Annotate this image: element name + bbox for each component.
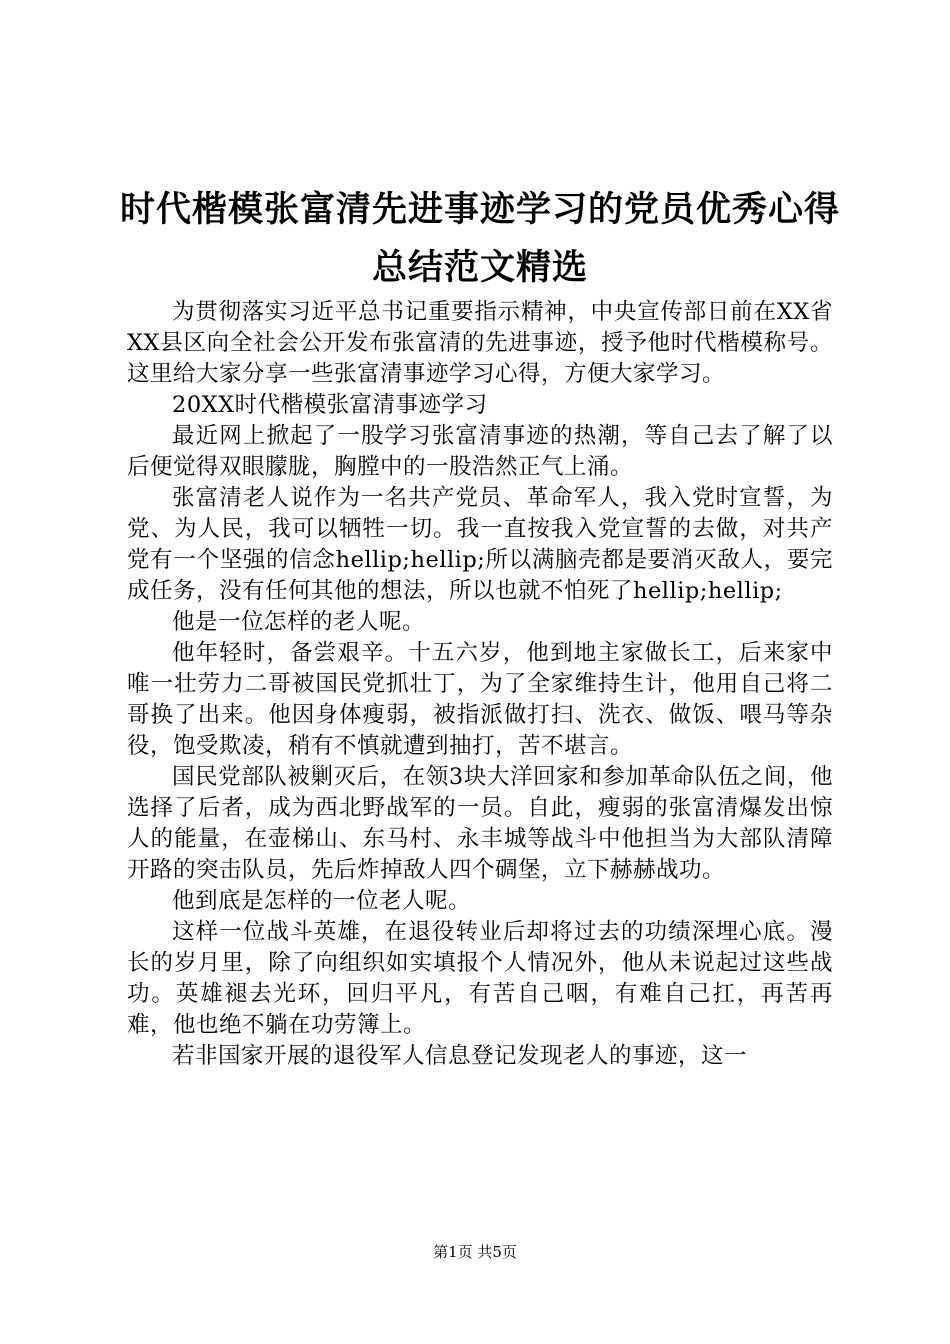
body-paragraph: 这样一位战斗英雄，在退役转业后却将过去的功绩深埋心底。漫长的岁月里，除了向组织如实填报个人情况外，他从未说起过这些战功。英雄褪去光环，回归平凡，有苦自己咽，有难自己扛，再苦再难，他也绝不躺在功劳簿上。 bbox=[127, 919, 833, 1038]
document-title-line-2: 总结范文精选 bbox=[371, 247, 588, 288]
body-paragraph: 张富清老人说作为一名共产党员、革命军人，我入党时宣誓，为党、为人民，我可以牺牲一切。我一直按我入党宣誓的去做，对共产党有一个坚强的信念hellip;hellip;所以满脑壳都是要消灭敌人，要完成任务，没有任何其他的想法，所以也就不怕死了hellip;hellip; bbox=[127, 485, 833, 604]
body-paragraph: 为贯彻落实习近平总书记重要指示精神，中央宣传部日前在XX省XX县区向全社会公开发布张富清的先进事迹，授予他时代楷模称号。这里给大家分享一些张富清事迹学习心得，方便大家学习。 bbox=[127, 299, 833, 387]
body-paragraph: 国民党部队被剿灭后，在领3块大洋回家和参加革命队伍之间，他选择了后者，成为西北野战军的一员。自此，瘦弱的张富清爆发出惊人的能量，在壶梯山、东马村、永丰城等战斗中他担当为大部队清障开路的突击队员，先后炸掉敌人四个碉堡，立下赫赫战功。 bbox=[127, 764, 833, 883]
page-number-footer: 第1页 共5页 bbox=[433, 1243, 517, 1261]
body-paragraph: 他是一位怎样的老人呢。 bbox=[172, 609, 426, 635]
body-paragraph: 20XX时代楷模张富清事迹学习 bbox=[172, 392, 488, 418]
document-title-line-1: 时代楷模张富清先进事迹学习的党员优秀心得 bbox=[120, 189, 841, 230]
body-paragraph: 他年轻时，备尝艰辛。十五六岁，他到地主家做长工，后来家中唯一壮劳力二哥被国民党抓壮丁，为了全家维持生计，他用自己将二哥换了出来。他因身体瘦弱，被指派做打扫、洗衣、做饭、喂马等杂役，饱受欺凌，稍有不慎就遭到抽打，苦不堪言。 bbox=[127, 640, 833, 759]
body-paragraph: 若非国家开展的退役军人信息登记发现老人的事迹，这一 bbox=[172, 1043, 748, 1069]
body-paragraph: 最近网上掀起了一股学习张富清事迹的热潮，等自己去了解了以后便觉得双眼朦胧，胸膛中的一股浩然正气上涌。 bbox=[127, 423, 833, 480]
document-body bbox=[127, 297, 833, 1072]
body-paragraph: 他到底是怎样的一位老人呢。 bbox=[172, 888, 472, 914]
